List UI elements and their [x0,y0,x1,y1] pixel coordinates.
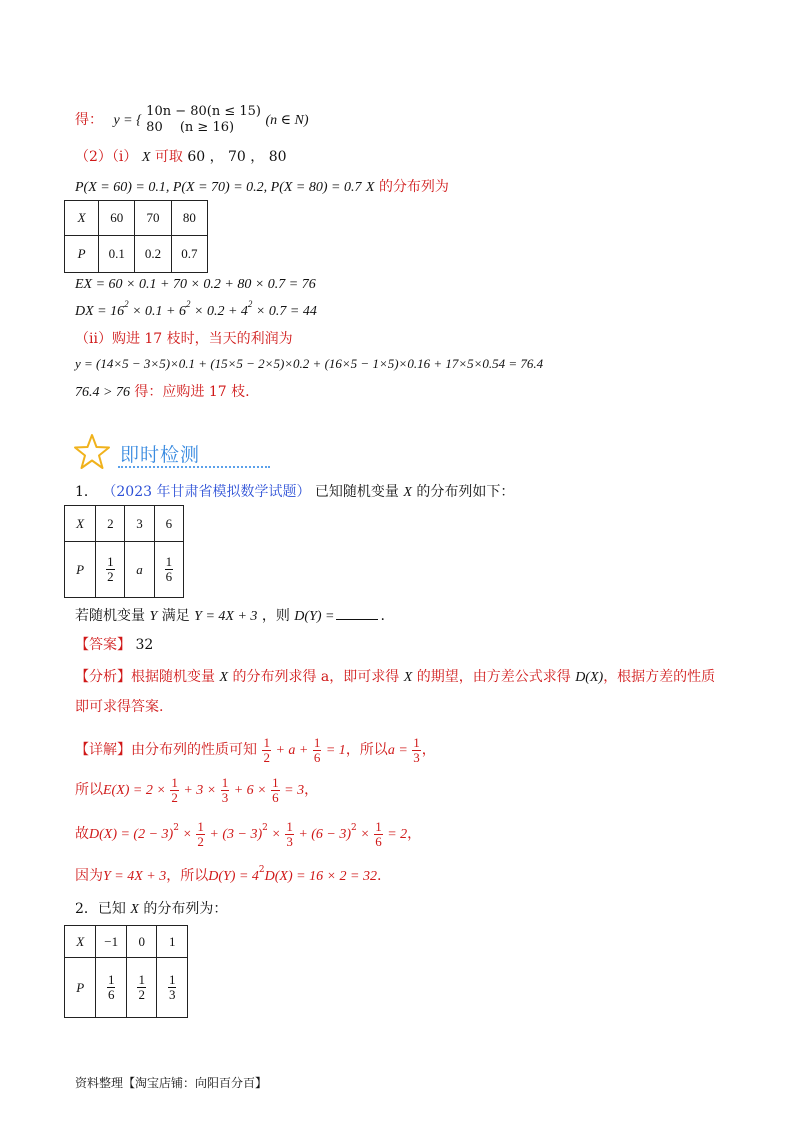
dx-comma: ， [407,826,422,842]
denominator: 2 [107,569,114,584]
compare-line [75,383,250,402]
dx-line [75,299,317,321]
table-cell: 2 [96,506,125,542]
analysis-x: X [219,670,229,685]
page-footer: 资料整理【淘宝店铺：向阳百分百】 [75,1076,268,1090]
denominator: 2 [138,987,145,1002]
compare-expr: 76.4 > 76 [75,385,130,400]
q1-number: 1． [75,484,98,500]
numerator: 1 [413,734,420,750]
dx-math: D(X) = (2 − 3) [89,827,174,842]
q1-detail [75,734,436,766]
fraction [165,555,174,584]
n-domain: (n ∈ N) [265,113,309,128]
exponent: 2 [247,299,253,310]
numerator: 1 [107,972,115,987]
analysis-x: X [403,670,413,685]
analysis-label: 【分析】 [75,669,131,685]
denominator: 2 [171,789,178,805]
q1-condition [75,607,385,626]
denominator: 6 [375,833,382,849]
distribution-table-q1 [64,505,184,598]
denominator: 3 [286,833,293,849]
table-cell: 3 [125,506,154,542]
table-row [65,542,184,598]
table-cell: 6 [154,506,183,542]
ex-math: + 3 × [179,783,220,798]
profit-calc-line: y = (14×5 − 3×5)×0.1 + (15×5 − 2×5)×0.2 + (16×5 − 1×5)×0.16 + 17×5×0.54 = 76.4 [75,356,544,371]
dx-math: = 2 [383,827,408,842]
table-cell [96,958,127,1018]
q1-x: X [403,485,412,500]
cond-end: . [380,608,385,624]
numerator: 1 [197,818,204,834]
ex-line: EX = 60 × 0.1 + 70 × 0.2 + 80 × 0.7 = 76 [75,277,316,292]
denominator: 6 [165,569,173,584]
numerator: 1 [272,774,279,790]
q2-x: X [130,902,139,917]
exponent: 2 [262,823,268,834]
numerator: 1 [286,818,293,834]
ex-prefix: 所以 [75,782,103,798]
because-math: D(Y) = 4 [208,869,259,884]
analysis-text: 根据随机变量 [131,669,215,685]
dx-math: + (6 − 3) [294,827,352,842]
because-text: ，所以 [166,868,209,884]
table-cell: 80 [171,201,207,236]
cond-y: Y [149,609,158,624]
q2-number: 2．已知 [75,901,126,917]
table-cell: a [125,542,154,598]
dx-math: + (3 − 3) [205,827,263,842]
numerator: 1 [171,774,178,790]
fraction [196,820,205,849]
table-cell [96,542,125,598]
table-cell: 0.2 [135,236,171,273]
dx-math: × [267,827,285,842]
piecewise-line [75,104,309,136]
q1-because [75,867,381,886]
detail-math: a = [387,743,412,758]
fraction [107,973,116,1002]
prob-expr: P(X = 60) = 0.1, P(X = 70) = 0.2, P(X = 80) = 0.7 [75,180,362,195]
table-cell: 0 [126,926,157,958]
numerator: 1 [168,972,176,987]
table-cell: 70 [135,201,171,236]
q1-stem [75,483,514,502]
dx-math: × [178,827,196,842]
because-text: 因为 [75,868,103,884]
q1-stem-suffix: 的分布列如下： [416,484,515,500]
exponent: 2 [186,299,191,310]
table-cell: X [65,926,96,958]
because-end: . [376,868,382,884]
detail-text: ，所以 [345,742,388,758]
ex-math: + 6 × [230,783,271,798]
numerator: 1 [375,818,382,834]
dx-part: × 0.1 + 6 [128,304,187,319]
denominator: 6 [107,987,115,1002]
fraction [221,776,230,805]
table-row [65,201,208,236]
section-title: 即时检测 [120,444,201,466]
table-cell: X [65,201,99,236]
prob-line [75,178,449,197]
table-cell: P [65,542,96,598]
fraction [285,820,294,849]
cond-text: 若随机变量 [75,608,145,624]
denominator: 3 [221,789,229,805]
analysis-text: 的分布列求得 a，即可求得 [232,669,400,685]
fraction [106,555,115,584]
q2-suffix: 的分布列为： [143,901,228,917]
cond-d: D(Y) = [294,609,335,624]
q1-dx [75,818,421,850]
de-prefix: 得： [75,112,103,128]
section-heading [72,432,212,472]
table-cell [154,542,183,598]
answer-value: 32 [135,637,154,653]
prob-suffix: 的分布列为 [378,179,449,195]
detail-text: ， [421,742,436,758]
table-cell: 60 [99,201,135,236]
fraction [271,776,280,805]
table-cell: X [65,506,96,542]
q1-source: （2023 年甘肃省模拟数学试题） [102,484,311,500]
table-row [65,958,188,1018]
cond-text: ，则 [261,608,290,624]
analysis-text: 的期望，由方差公式求得 [416,669,571,685]
part2-ii-line: （ii）购进 17 枝时，当天的利润为 [75,331,293,347]
dx-part: DX = 16 [75,304,125,319]
analysis-text: ，根据方差的性质 [603,669,716,685]
part2-i-text: 可取 [154,149,183,165]
distribution-table-1 [64,200,208,273]
fraction [262,736,271,765]
detail-math: = 1 [322,743,346,758]
denominator: 6 [272,789,279,805]
piece-case-1: 10n − 80(n ≤ 15) [146,104,262,119]
fraction [374,820,383,849]
prob-x: X [365,180,375,195]
numerator: 1 [263,734,270,750]
ex-math: = 3 [280,783,305,798]
because-math: Y = 4X + 3 [103,869,167,884]
y-lhs: y = { [113,113,142,128]
answer-label: 【答案】 [75,637,131,653]
fraction [313,736,322,765]
denominator: 2 [263,749,270,765]
ex-math: E(X) = 2 × [103,783,170,798]
exponent: 2 [351,823,357,834]
part2-i-values: 60 ， 70 ， 80 [187,149,287,165]
table-row [65,236,208,273]
dx-part: × 0.7 = 44 [252,304,317,319]
answer-blank [336,619,378,620]
table-cell [126,958,157,1018]
piece-case-2: 80 (n ≥ 16) [146,120,235,135]
detail-text: 由分布列的性质可知 [131,742,257,758]
numerator: 1 [138,972,145,987]
fraction [137,973,146,1002]
table-cell: P [65,236,99,273]
piecewise-cases [146,104,261,136]
table-row [65,506,184,542]
q1-stem-text: 已知随机变量 [314,484,399,500]
fraction [168,973,177,1002]
part2-i-line [75,148,287,167]
fraction [412,736,421,765]
analysis-dx: D(X) [575,670,604,685]
q1-analysis-cont: 即可求得答案. [75,699,164,715]
distribution-table-q2 [64,925,188,1018]
section-underline [118,466,270,468]
numerator: 1 [107,554,114,569]
dx-math: × [356,827,374,842]
detail-label: 【详解】 [75,742,131,758]
exponent: 2 [173,823,179,834]
dx-prefix: 故 [75,826,89,842]
exponent: 2 [124,299,129,310]
cond-text: 满足 [161,608,190,624]
q2-stem [75,900,227,919]
part2-i-label: （2）（i） [75,149,138,165]
table-cell: 1 [157,926,188,958]
cond-eq: Y = 4X + 3 [194,609,258,624]
fraction [170,776,179,805]
because-math: D(X) = 16 × 2 = 32 [264,869,377,884]
table-cell: P [65,958,96,1018]
table-cell: 0.7 [171,236,207,273]
numerator: 1 [313,734,321,750]
table-cell: −1 [96,926,127,958]
q1-analysis [75,668,715,687]
numerator: 1 [221,774,229,790]
table-cell: 0.1 [99,236,135,273]
part2-i-x: X [141,150,151,165]
star-icon [72,432,112,472]
q1-ex [75,774,318,806]
numerator: 1 [165,554,173,569]
denominator: 3 [168,987,176,1002]
exponent: 2 [258,865,265,876]
q1-answer [75,636,153,654]
table-row [65,926,188,958]
table-cell [157,958,188,1018]
compare-suffix: 得：应购进 17 枝. [134,384,250,400]
denominator: 2 [197,833,204,849]
denominator: 3 [413,749,420,765]
denominator: 6 [313,749,321,765]
ex-comma: ， [304,782,319,798]
detail-math: + a + [271,743,312,758]
dx-part: × 0.2 + 4 [190,304,248,319]
